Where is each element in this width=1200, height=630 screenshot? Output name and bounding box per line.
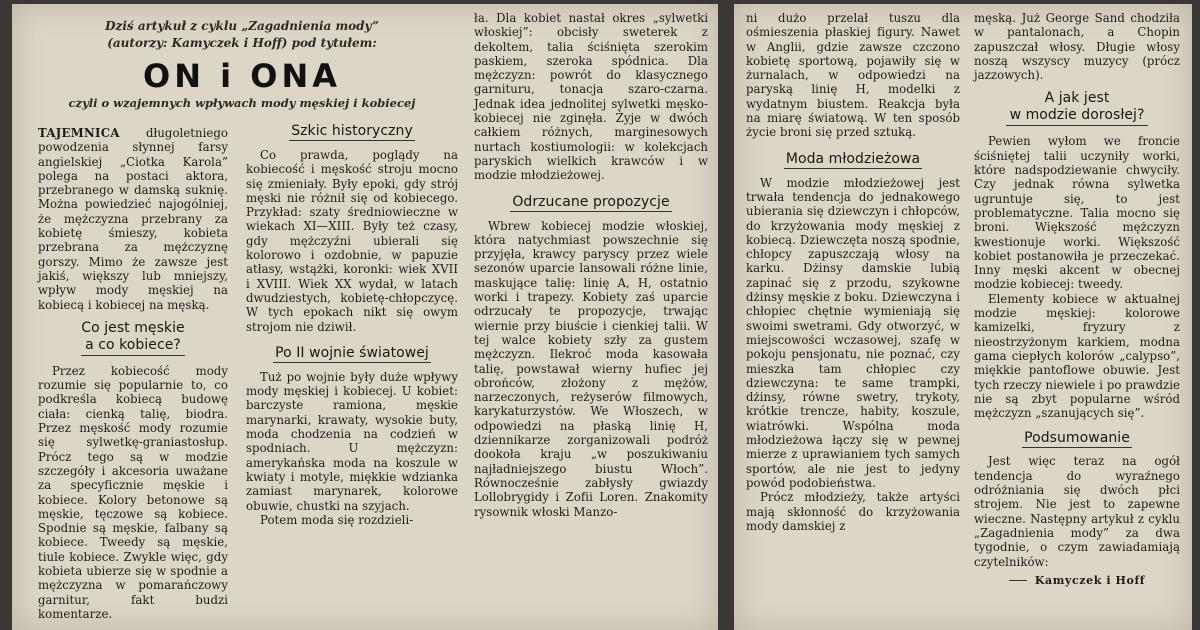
paragraph: ni dużo przelał tuszu dla ośmieszenia płaskiej figury. Nawet w Anglii, gdzie zawsze czczono kobietę sportową, pojawiły się w żurnalach, w odpowiedzi na paryską linię H, modelki z wydatnym biustem. Reakcja była na miarę światową. W ten sposób życie broni się przed sztuką. [746,11,960,140]
signature-dash [1009,580,1027,581]
section-heading: Moda młodzieżowa [785,150,921,167]
heading-wrap [246,122,458,140]
section-heading: Szkic historyczny [291,123,413,139]
paragraph: Wbrew kobiecej modzie włoskiej, która natychmiast powszechnie się przyjęła, krawcy paryscy przez wiele sezonów uparcie lansowali różne linie, maskujące talię: linię A, H, ostatnio worki i trapezy. Kobiety zaś uparcie odrzucały te propozycje, trwając wiernie przy biuście i cienkiej talii. W tej walce kobiety szły za gustem mężczyzn. Ilekroć moda kasowała talię, powstawał wierny hufiec jej obrońców, złożony z mężów, narzeczonych, reżyserów filmowych, karykaturzystów. We Włoszech, w odpowiedzi na płaską linię H, dziennikarze zorganizowali podróż dookoła kraju „w poszukiwaniu najładniejszego biustu Włoch”. Równocześnie zabłysły gwiazdy Lollobrygidy i Zofii Loren. Znakomity rysownik włoski Manzo- [474,218,708,519]
article-subtitle: czyli o wzajemnych wpływach mody męskiej i kobiecej [68,96,416,110]
heading-wrap [246,344,458,362]
paragraph: Co prawda, poglądy na kobiecość i męskość stroju mocno się zmieniały. Były epoki, gdy strój męski nie różnił się od kobiecego. Przykład: szaty średniowieczne w wiekach XI—XIII. Były też czasy, gdy mężczyźni ubierali się kolorowo i ozdobnie, w papuzie atłasy, wstążki, koronki: wiek XVII i XVIII. Wiek XX wydał, w latach dwudziestych, kobietę-chłopczycę. W tych epokach nikt się owym strojom nie dziwił. [246,148,458,334]
heading-wrap [474,193,708,211]
section-heading [974,90,1180,126]
article-title: ON i ONA [143,57,341,95]
heading-line-1: Co jest męskie [81,319,185,336]
intro-line-2: (autorzy: Kamyczek i Hoff) pod tytułem: [107,36,377,50]
paragraph [38,126,228,312]
section-heading: Podsumowanie [1024,430,1130,447]
left-column-1 [38,126,228,621]
paragraph: W modzie młodzieżowej jest trwała tendencja do jednakowego ubierania się dziewczyn i chłopców, do krzyżowania mody męskiej z kobiecą. Dziewczęta noszą spodnie, chłopcy zapuszczają włosy na karku. Dżinsy damskie lubią zapinać się z przodu, szykowne dżinsy męskie z boku. Dziewczyna i chłopiec chętnie wymieniają się swoimi swetrami. Gdy otworzyć, w miejscowości wczasowej, szafę w pokoju pensjonatu, nie poznać, czy mieszka tam chłopiec czy dziewczyna: te same trampki, dżinsy, równe swetry, trykoty, krótkie trencze, habity, koszule, wiatrówki. Wspólna moda młodzieżowa łączy się w pewnej mierze z uprawianiem tych samych sportów, ale nie jest to jedyny powód podobieństwa. [746,175,960,490]
paragraph: Elementy kobiece w aktualnej modzie męskiej: kolorowe kamizelki, fryzury z nieostrzyżonym karkiem, modna gama ciepłych kolorów „calypso”, miękkie pantoflowe obuwie. Jest tych rzeczy niewiele i po prawdzie nie są zbyt popularne wśród mężczyzn „szanujących się”. [974,291,1180,421]
intro-line-1: Dziś artykuł z cyklu „Zagadnienia mody” [105,19,379,33]
paragraph: Tuż po wojnie były duże wpływy mody męskiej i kobiecej. U kobiet: barczyste ramiona, męskie marynarki, krawaty, wysokie buty, moda chodzenia na codzień w spodniach. U mężczyzn: amerykańska moda na koszule w kwiaty i motyle, miękkie wdzianka zamiast marynarek, kolorowe obuwie, chustki na szyjach. [246,369,458,513]
heading-line-1: A jak jest [1044,90,1110,107]
signature: Kamyczek i Hoff [1034,573,1146,587]
paragraph: Potem moda się rozdzieli- [260,512,414,527]
section-heading: Po II wojnie światowej [275,344,429,361]
lead-word: TAJEMNICA [38,126,120,140]
left-page [12,4,718,630]
paragraph: Przez kobiecość mody rozumie się popularnie to, co podkreśla kobiecą budowę ciała: cienką talię, biodra. Przez męskość mody rozumie się sylwetkę-graniastosłup. Prócz tego są w modzie szczegóły i akcesoria uważane za specyficznie męskie i kobiece. Kolory betonowe są męskie, tęczowe są kobiece. Spodnie są męskie, falbany są kobiece. Tweedy są męskie, tiule kobiece. Zwykle więc, gdy kobieta ubierze się w spodnie a mężczyzna w pomarańczowy garnitur, fakt budzi komentarze. [38,363,228,621]
paragraph-text: długoletniego powodzenia słynnej farsy angielskiej „Ciotka Karola” polega na postaci aktora, przebranego w damską suknię. Można powiedzieć najogólniej, że mężczyzna przebrany za kobietę śmieszy, kobieta przebrana za mężczyznę gorszy. Mimo że zawsze jest jakiś, większy lub mniejszy, wpływ mody męskiej na kobiecą i kobiecej na męską. [38,126,228,312]
paragraph: Prócz młodzieży, także artyści mają skłonność do krzyżowania mody damskiej z [746,490,960,533]
heading-line-2: w modzie dorosłej? [1006,107,1149,126]
section-heading [38,320,228,356]
heading-wrap [746,150,960,168]
section-heading: Odrzucane propozycje [512,193,670,210]
heading-line-2: a co kobiece? [81,337,185,356]
signature-line [974,573,1180,588]
left-column-3 [474,11,708,519]
heading-wrap [974,429,1180,447]
paragraph: Jest więc teraz na ogół tendencja do wyraźnego odróżniania się dwóch płci strojem. Nie jest to zapewne wieczne. Następny artykuł z cyklu „Zagadnienia mody” za dwa tygodnie, o czym zawiadamiają czytelników: [974,454,1180,569]
paragraph: ła. Dla kobiet nastał okres „sylwetki włoskiej”: obcisły sweterek z dekoltem, talia ściśnięta szerokim paskiem, szeroka spódnica. Dla mężczyzn: powrót do klasycznego garnituru, tonacja szaro-czarna. Jednak idea jednolitej sylwetki męsko-kobiecej nie zginęła. Żyje w dwóch całkiem różnych, marginesowych nurtach kostiumologii: w kolekcjach paryskich wielkich krawców i w modzie młodzieżowej. [474,11,708,183]
paragraph: męską. Już George Sand chodziła w pantalonach, a Chopin zapuszczał włosy. Długie włosy noszą wszyscy muzycy (prócz jazzowych). [974,11,1180,83]
right-column-1 [746,11,960,533]
left-column-2 [246,122,458,527]
right-column-2 [974,11,1180,588]
paragraph: Pewien wyłom we froncie ściśniętej talii uczyniły worki, które nadspodziewanie chwyciły. Czy jednak równa sylwetka ugruntuje się, to jest problematyczne. Talia mocno się broni. Większość mężczyzn kwestionuje worki. Większość kobiet postanowiła je przeczekać. Inny męski akcent w obecnej modzie kobiecej: tweedy. [974,134,1180,292]
right-page [734,4,1192,630]
